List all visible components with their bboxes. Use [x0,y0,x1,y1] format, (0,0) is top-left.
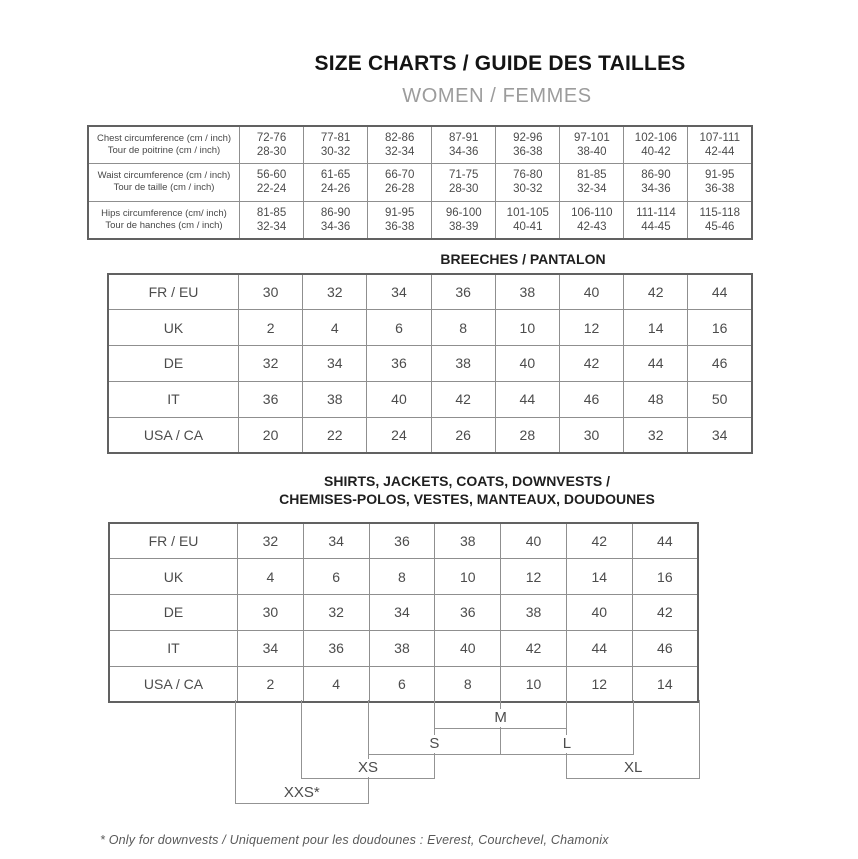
size-cell: 34 [369,595,435,631]
size-cell: 66-70 26-28 [368,164,432,202]
size-cell: 6 [303,559,369,595]
size-cell: 6 [369,666,435,702]
size-cell: 77-81 30-32 [304,126,368,164]
size-cell: 14 [632,666,698,702]
size-cell: 8 [435,666,501,702]
shirts-size-table [108,522,699,703]
size-cell: 96-100 38-39 [432,201,496,239]
size-cell: 36 [303,630,369,666]
size-cell: 38 [369,630,435,666]
size-letter-label: XL [618,759,648,777]
size-cell: 30 [239,274,303,310]
size-cell: 40 [367,381,431,417]
size-cell: 42 [501,630,567,666]
size-cell: 107-111 42-44 [688,126,752,164]
size-cell: 46 [559,381,623,417]
size-cell: 48 [624,381,688,417]
size-cell: 2 [238,666,304,702]
row-label: FR / EU [109,523,238,559]
size-cell: 40 [501,523,567,559]
size-cell: 101-105 40-41 [496,201,560,239]
size-cell: 81-85 32-34 [240,201,304,239]
size-cell: 34 [303,523,369,559]
shirts-heading-line1: SHIRTS, JACKETS, COATS, DOWNVESTS / [324,473,610,489]
size-cell: 44 [688,274,752,310]
size-bracket-xl [566,700,700,779]
size-cell: 76-80 30-32 [496,164,560,202]
size-cell: 4 [303,310,367,346]
size-letter-label: S [423,735,445,753]
breeches-section-heading: BREECHES / PANTALON [440,251,606,267]
size-cell: 36 [369,523,435,559]
size-cell: 8 [369,559,435,595]
size-letter-label: L [557,735,577,753]
size-cell: 36 [239,381,303,417]
size-letter-label: XXS* [278,784,326,802]
size-cell: 42 [632,595,698,631]
size-cell: 20 [239,417,303,453]
size-cell: 42 [566,523,632,559]
size-cell: 91-95 36-38 [368,201,432,239]
size-cell: 36 [435,595,501,631]
size-cell: 61-65 24-26 [304,164,368,202]
size-cell: 40 [566,595,632,631]
size-bracket-xs [301,700,435,779]
size-cell: 10 [501,666,567,702]
size-cell: 36 [367,346,431,382]
size-bracket-s [368,700,502,755]
size-cell: 86-90 34-36 [624,164,688,202]
size-cell: 12 [501,559,567,595]
row-label: FR / EU [108,274,239,310]
size-cell: 106-110 42-43 [560,201,624,239]
size-cell: 82-86 32-34 [368,126,432,164]
size-cell: 111-114 44-45 [624,201,688,239]
size-cell: 36 [431,274,495,310]
row-label: UK [109,559,238,595]
row-label: UK [108,310,239,346]
size-cell: 86-90 34-36 [304,201,368,239]
footnote: * Only for downvests / Uniquement pour les doudounes : Everest, Courchevel, Chamonix [100,833,609,847]
size-cell: 102-106 40-42 [624,126,688,164]
size-cell: 44 [624,346,688,382]
size-cell: 4 [238,559,304,595]
shirts-heading-line2: CHEMISES-POLOS, VESTES, MANTEAUX, DOUDOUNES [279,490,655,507]
size-cell: 14 [624,310,688,346]
size-cell: 44 [566,630,632,666]
row-label: DE [109,595,238,631]
size-cell: 24 [367,417,431,453]
size-cell: 40 [559,274,623,310]
size-cell: 10 [435,559,501,595]
size-cell: 34 [238,630,304,666]
size-cell: 40 [435,630,501,666]
size-cell: 22 [303,417,367,453]
row-label: Chest circumference (cm / inch) Tour de poitrine (cm / inch) [88,126,240,164]
size-cell: 115-118 45-46 [688,201,752,239]
size-cell: 34 [688,417,752,453]
size-cell: 42 [431,381,495,417]
size-cell: 32 [238,523,304,559]
size-cell: 30 [238,595,304,631]
size-cell: 16 [632,559,698,595]
row-label: Hips circumference (cm/ inch) Tour de hanches (cm / inch) [88,201,240,239]
size-letter-label: M [488,709,513,727]
size-cell: 38 [303,381,367,417]
row-label: DE [108,346,239,382]
size-cell: 42 [624,274,688,310]
size-cell: 38 [435,523,501,559]
size-cell: 2 [239,310,303,346]
size-cell: 26 [431,417,495,453]
size-cell: 10 [495,310,559,346]
size-cell: 42 [559,346,623,382]
page-subtitle: WOMEN / FEMMES [402,85,592,107]
size-bracket-xxs [235,700,369,804]
size-cell: 38 [495,274,559,310]
size-letter-label: XS [352,759,384,777]
row-label: USA / CA [109,666,238,702]
size-cell: 56-60 22-24 [240,164,304,202]
row-label: USA / CA [108,417,239,453]
size-cell: 91-95 36-38 [688,164,752,202]
size-cell: 97-101 38-40 [560,126,624,164]
breeches-size-table [107,273,753,454]
size-cell: 32 [624,417,688,453]
row-label: IT [109,630,238,666]
size-cell: 46 [632,630,698,666]
size-cell: 40 [495,346,559,382]
size-cell: 44 [632,523,698,559]
shirts-section-heading [279,473,655,508]
row-label: IT [108,381,239,417]
size-bracket-m [434,700,568,729]
size-cell: 72-76 28-30 [240,126,304,164]
size-cell: 6 [367,310,431,346]
size-cell: 34 [367,274,431,310]
size-cell: 50 [688,381,752,417]
size-cell: 46 [688,346,752,382]
size-cell: 28 [495,417,559,453]
size-bracket-l [500,700,634,755]
size-cell: 87-91 34-36 [432,126,496,164]
size-cell: 14 [566,559,632,595]
size-cell: 16 [688,310,752,346]
size-cell: 30 [559,417,623,453]
size-cell: 32 [303,595,369,631]
size-cell: 44 [495,381,559,417]
size-cell: 12 [559,310,623,346]
page-title: SIZE CHARTS / GUIDE DES TAILLES [314,52,686,75]
size-cell: 81-85 32-34 [560,164,624,202]
size-cell: 34 [303,346,367,382]
size-cell: 12 [566,666,632,702]
size-cell: 71-75 28-30 [432,164,496,202]
size-cell: 4 [303,666,369,702]
size-cell: 32 [303,274,367,310]
size-cell: 38 [431,346,495,382]
body-measurements-table [87,125,753,240]
row-label: Waist circumference (cm / inch) Tour de taille (cm / inch) [88,164,240,202]
size-cell: 92-96 36-38 [496,126,560,164]
size-cell: 32 [239,346,303,382]
size-cell: 8 [431,310,495,346]
size-cell: 38 [501,595,567,631]
